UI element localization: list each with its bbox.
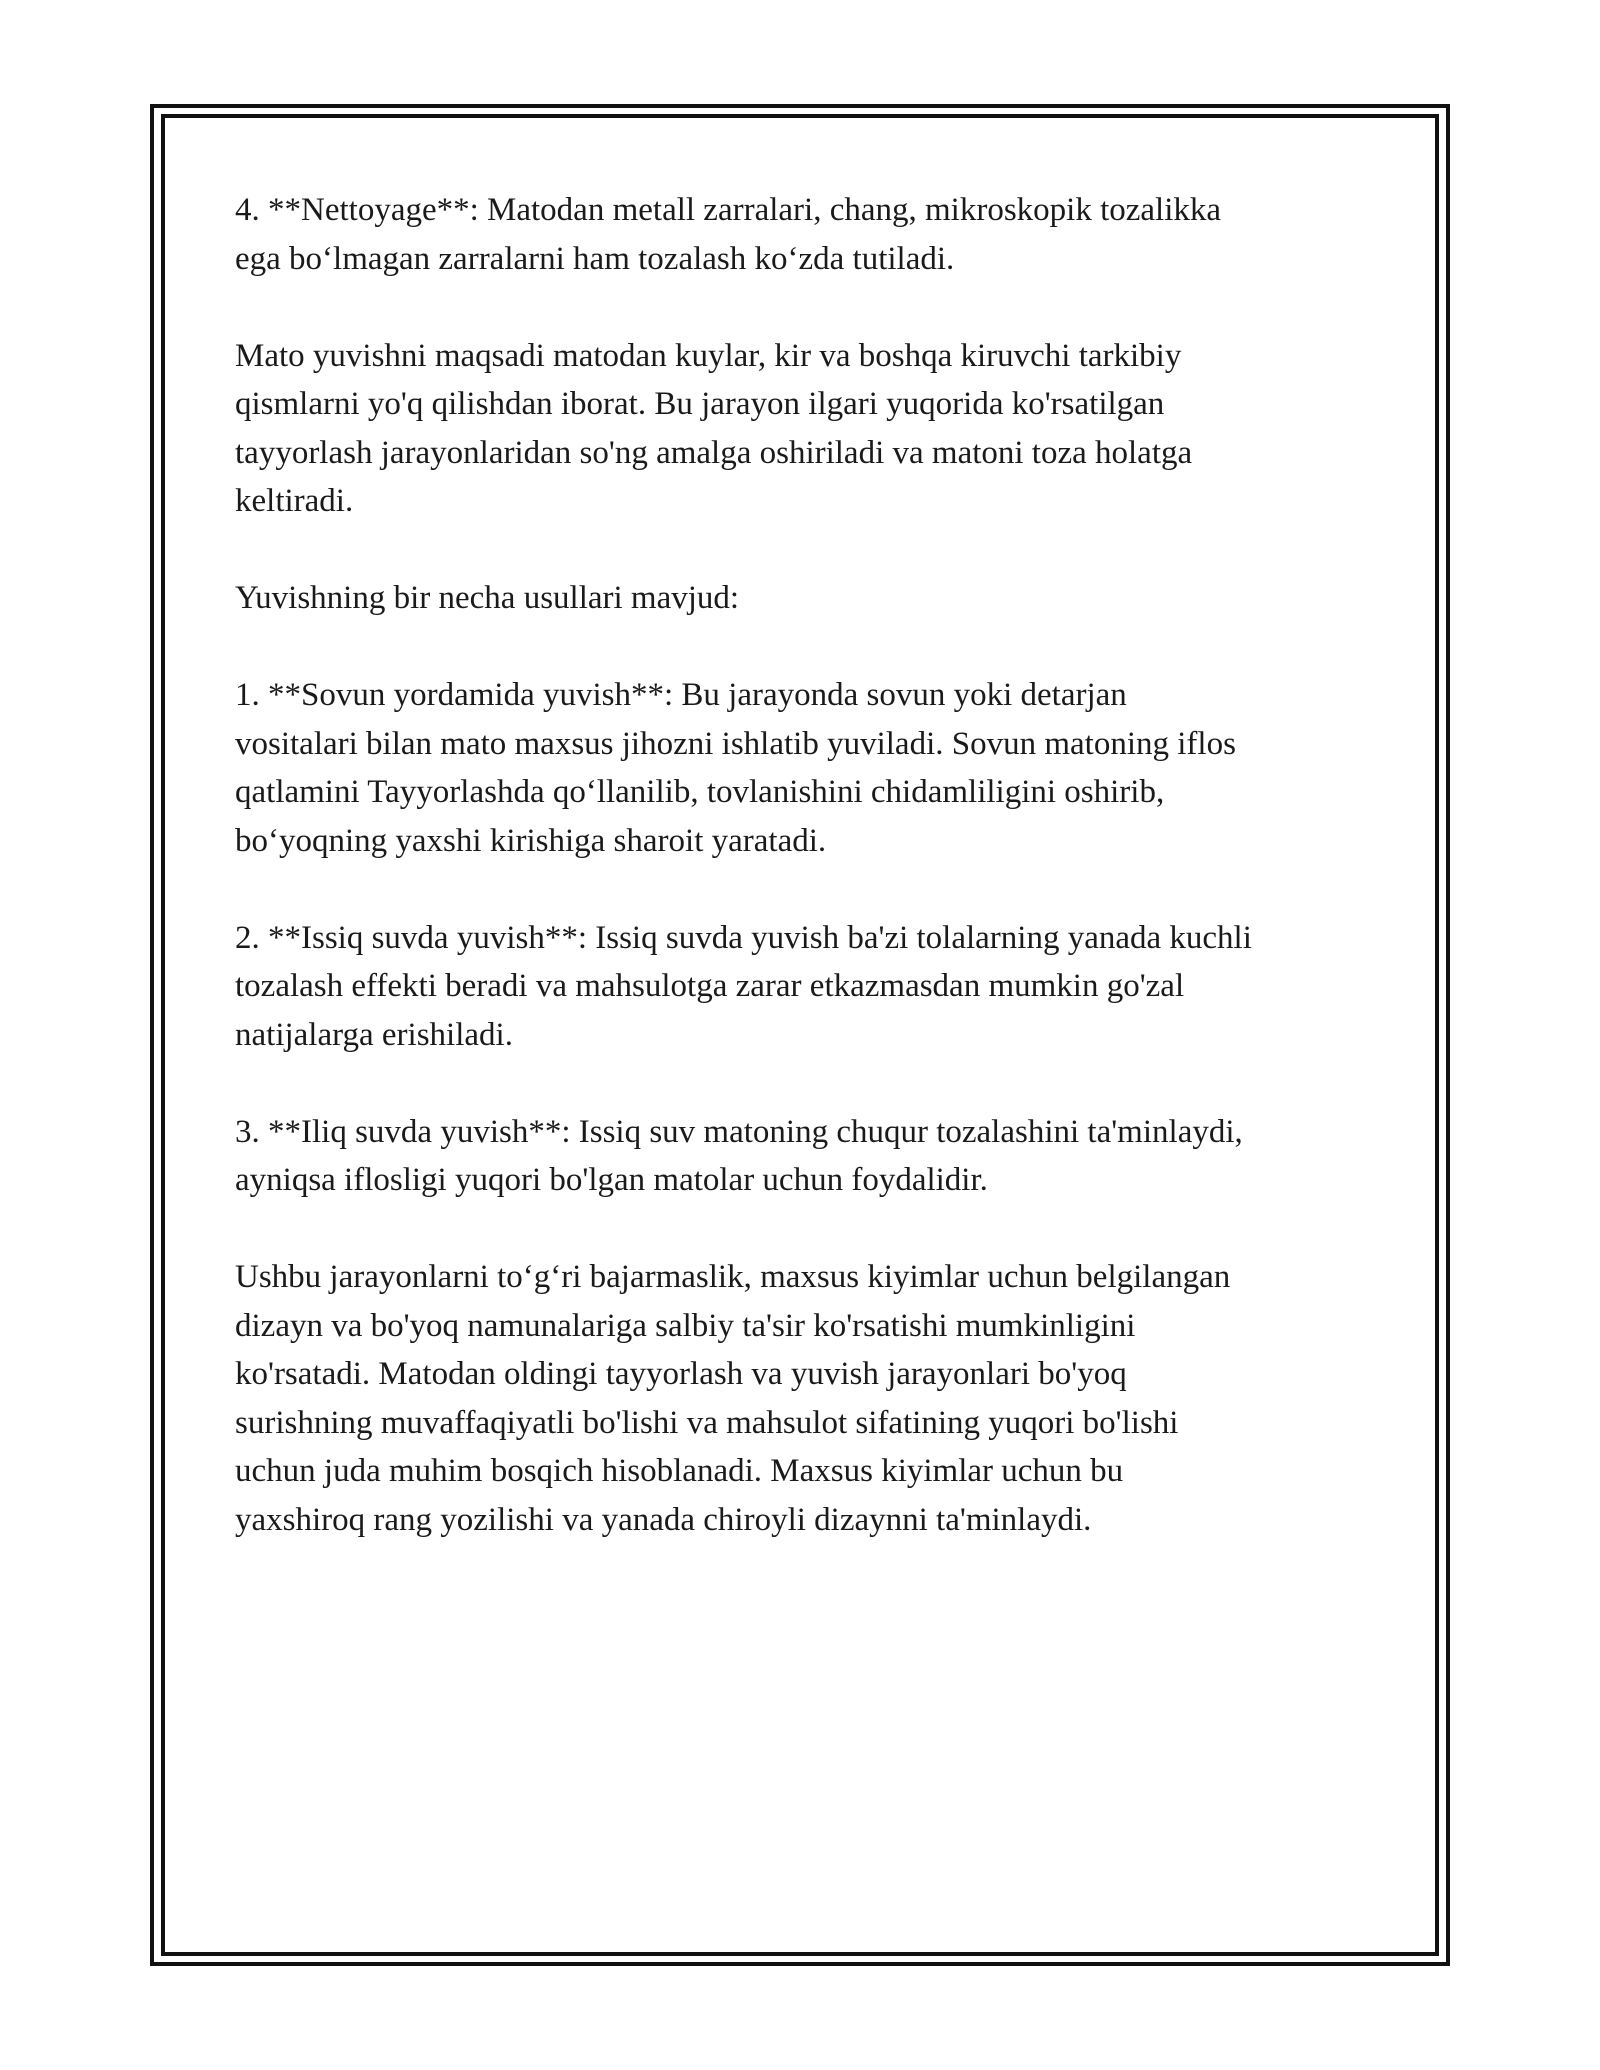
paragraph-conclusion: Ushbu jarayonlarni toʻgʻri bajarmaslik, maxsus kiyimlar uchun belgilangan dizayn va bo'yoq namunalariga salbiy ta'sir ko'rsatishi mumkinligini ko'rsatadi. Matodan oldingi tayyorlash va yuvish jarayonlari bo'yoq surishning muvaffaqiyatli bo'lishi va mahsulot sifatining yuqori bo'lishi uchun juda muhim bosqich hisoblanadi. Maxsus kiyimlar uchun bu yaxshiroq rang yozilishi va yanada chiroyli dizaynni ta'minlaydi. xyxy=(235,1259,1231,1538)
paragraph-nettoyage: 4. **Nettoyage**: Matodan metall zarralari, chang, mikroskopik tozalikka ega boʻlmagan zarralarni ham tozalash koʻzda tutiladi. xyxy=(235,192,1222,277)
paragraph-hot-water-washing: 2. **Issiq suvda yuvish**: Issiq suvda yuvish ba'zi tolalarning yanada kuchli tozalash effekti beradi va mahsulotga zarar etkazmasdan mumkin go'zal natijalarga erishiladi. xyxy=(235,919,1252,1053)
paragraph-warm-water-washing: 3. **Iliq suvda yuvish**: Issiq suv matoning chuqur tozalashini ta'minlaydi, ayniqsa iflosligi yuqori bo'lgan matolar uchun foydalidir. xyxy=(235,1113,1243,1198)
paragraph-methods-intro: Yuvishning bir necha usullari mavjud: xyxy=(235,580,740,616)
paragraph-soap-washing: 1. **Sovun yordamida yuvish**: Bu jarayonda sovun yoki detarjan vositalari bilan mato maxsus jihozni ishlatib yuviladi. Sovun matoning iflos qatlamini Tayyorlashda qoʻllanilib, tovlanishini chidamliligini oshirib, boʻyoqning yaxshi kirishiga sharoit yaratadi. xyxy=(235,677,1236,859)
document-body xyxy=(235,186,1375,1593)
paragraph-washing-purpose: Mato yuvishni maqsadi matodan kuylar, kir va boshqa kiruvchi tarkibiy qismlarni yo'q qilishdan iborat. Bu jarayon ilgari yuqorida ko'rsatilgan tayyorlash jarayonlaridan so'ng amalga oshiriladi va matoni toza holatga keltiradi. xyxy=(235,337,1193,519)
